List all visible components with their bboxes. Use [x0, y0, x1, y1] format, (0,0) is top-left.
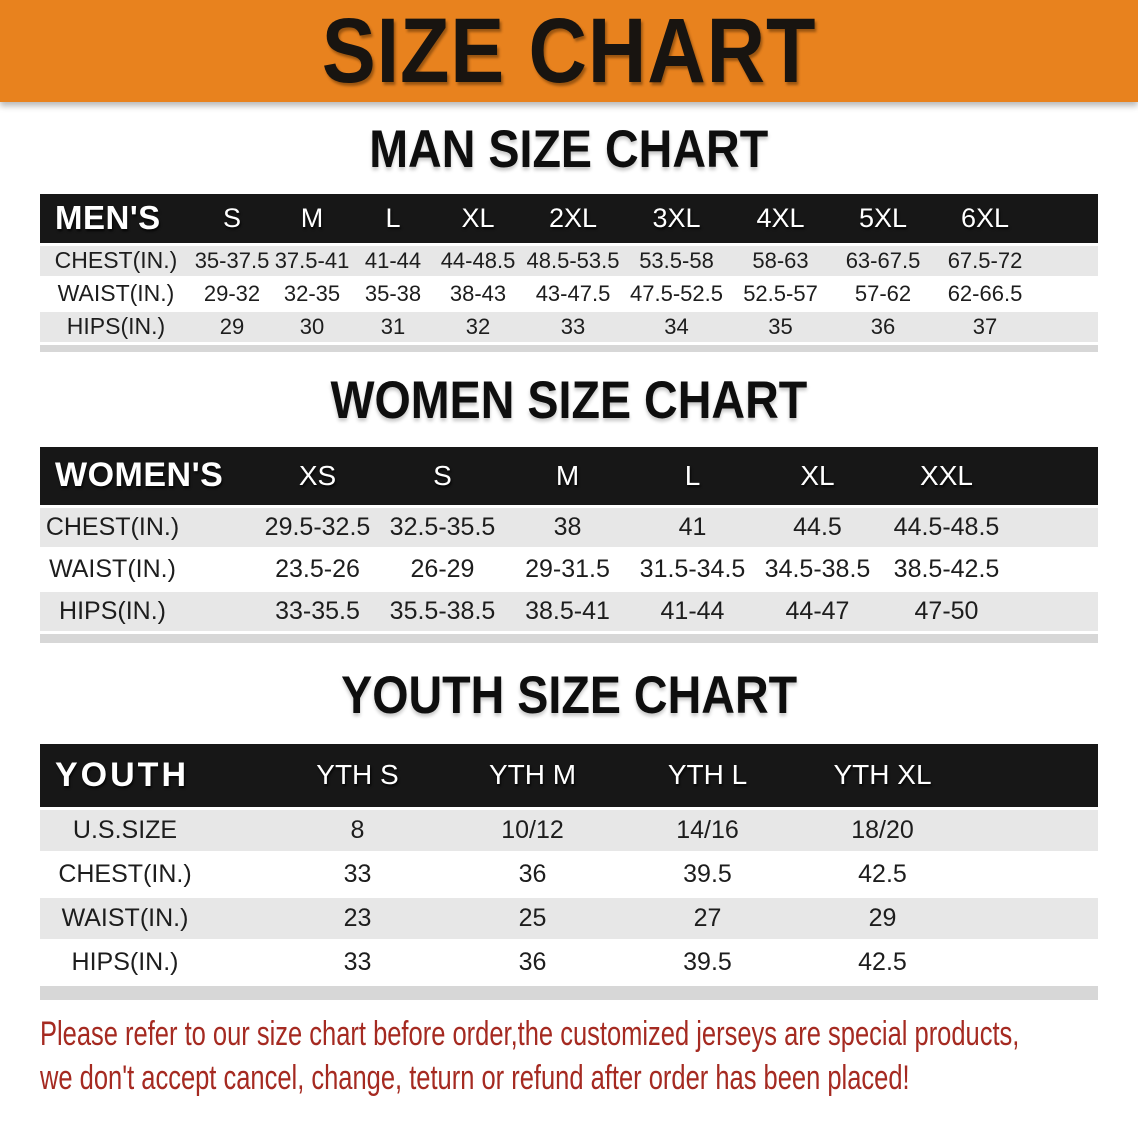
- size-value: 33: [270, 852, 445, 896]
- measurement-row: [40, 310, 1098, 343]
- size-value: 33: [522, 310, 624, 343]
- size-value: 8: [270, 808, 445, 852]
- size-value: 32-35: [272, 277, 352, 310]
- youth-size-table: [40, 744, 1098, 986]
- size-column-header: M: [505, 447, 630, 507]
- youth-section-heading-text: YOUTH SIZE CHART: [340, 666, 798, 725]
- youth-section-heading: [0, 666, 1138, 725]
- row-spacer-cell: [1036, 244, 1098, 277]
- size-header-row: [40, 194, 1098, 244]
- size-value: 38.5-42.5: [880, 549, 1013, 591]
- row-spacer-cell: [1036, 310, 1098, 343]
- size-value: 35: [729, 310, 832, 343]
- measurement-row: [40, 507, 1098, 549]
- row-label: U.S.SIZE: [40, 808, 270, 852]
- size-value: 29-31.5: [505, 549, 630, 591]
- size-column-header: YTH S: [270, 744, 445, 808]
- size-value: 32.5-35.5: [380, 507, 505, 549]
- size-value: 37.5-41: [272, 244, 352, 277]
- size-column-header: L: [630, 447, 755, 507]
- header-spacer-cell: [1013, 447, 1098, 507]
- size-value: 34.5-38.5: [755, 549, 880, 591]
- row-label: HIPS(IN.): [40, 310, 192, 343]
- size-value: 29: [192, 310, 272, 343]
- size-value: 52.5-57: [729, 277, 832, 310]
- size-column-header: 2XL: [522, 194, 624, 244]
- women-size-table: [40, 447, 1098, 635]
- size-value: 43-47.5: [522, 277, 624, 310]
- size-value: 18/20: [795, 808, 970, 852]
- size-value: 35.5-38.5: [380, 591, 505, 633]
- row-spacer-cell: [970, 852, 1098, 896]
- measurement-row: [40, 277, 1098, 310]
- size-column-header: YTH XL: [795, 744, 970, 808]
- size-value: 53.5-58: [624, 244, 729, 277]
- row-spacer-cell: [970, 940, 1098, 984]
- men-section-heading: [0, 120, 1138, 179]
- size-column-header: YTH M: [445, 744, 620, 808]
- size-value: 47.5-52.5: [624, 277, 729, 310]
- size-column-header: 6XL: [934, 194, 1036, 244]
- measurement-row: [40, 549, 1098, 591]
- measurement-row: [40, 852, 1098, 896]
- size-value: 27: [620, 896, 795, 940]
- row-label: HIPS(IN.): [40, 591, 255, 633]
- size-value: 44.5-48.5: [880, 507, 1013, 549]
- size-column-header: XL: [434, 194, 522, 244]
- size-value: 42.5: [795, 940, 970, 984]
- size-value: 41-44: [630, 591, 755, 633]
- size-value: 62-66.5: [934, 277, 1036, 310]
- size-value: 38.5-41: [505, 591, 630, 633]
- size-value: 36: [832, 310, 934, 343]
- header-spacer-cell: [1036, 194, 1098, 244]
- row-label: CHEST(IN.): [40, 244, 192, 277]
- size-value: 10/12: [445, 808, 620, 852]
- size-value: 33-35.5: [255, 591, 380, 633]
- row-spacer-cell: [1013, 591, 1098, 633]
- disclaimer: [40, 1012, 1098, 1100]
- youth-size-table-wrap: [40, 744, 1098, 1000]
- table-group-label: YOUTH: [40, 744, 270, 808]
- size-value: 35-38: [352, 277, 434, 310]
- size-value: 38: [505, 507, 630, 549]
- disclaimer-line-2: we don't accept cancel, change, teturn or refund after order has been placed!: [40, 1058, 910, 1097]
- size-chart-banner: [0, 0, 1138, 102]
- size-value: 36: [445, 852, 620, 896]
- size-value: 58-63: [729, 244, 832, 277]
- header-spacer-cell: [970, 744, 1098, 808]
- size-value: 39.5: [620, 940, 795, 984]
- size-value: 23: [270, 896, 445, 940]
- row-label: WAIST(IN.): [40, 896, 270, 940]
- men-table-bottom-strip: [40, 345, 1098, 352]
- size-column-header: S: [192, 194, 272, 244]
- men-size-table-wrap: [40, 194, 1098, 352]
- size-column-header: L: [352, 194, 434, 244]
- size-value: 31: [352, 310, 434, 343]
- size-column-header: YTH L: [620, 744, 795, 808]
- row-spacer-cell: [970, 808, 1098, 852]
- size-value: 30: [272, 310, 352, 343]
- size-value: 57-62: [832, 277, 934, 310]
- youth-table-bottom-strip: [40, 986, 1098, 1000]
- size-value: 41-44: [352, 244, 434, 277]
- size-value: 32: [434, 310, 522, 343]
- size-value: 67.5-72: [934, 244, 1036, 277]
- size-header-row: [40, 447, 1098, 507]
- row-label: CHEST(IN.): [40, 507, 255, 549]
- size-value: 34: [624, 310, 729, 343]
- size-value: 63-67.5: [832, 244, 934, 277]
- men-section-heading-text: MAN SIZE CHART: [369, 120, 769, 179]
- row-spacer-cell: [1013, 549, 1098, 591]
- size-value: 44-48.5: [434, 244, 522, 277]
- size-value: 41: [630, 507, 755, 549]
- men-size-table: [40, 194, 1098, 345]
- disclaimer-line-1: Please refer to our size chart before order,the customized jerseys are special products,: [40, 1014, 1020, 1053]
- size-column-header: S: [380, 447, 505, 507]
- table-group-label: WOMEN'S: [40, 447, 255, 507]
- size-value: 44-47: [755, 591, 880, 633]
- measurement-row: [40, 591, 1098, 633]
- row-spacer-cell: [1036, 277, 1098, 310]
- size-column-header: XL: [755, 447, 880, 507]
- size-header-row: [40, 744, 1098, 808]
- size-value: 14/16: [620, 808, 795, 852]
- size-value: 39.5: [620, 852, 795, 896]
- women-section-heading: [0, 370, 1138, 430]
- size-value: 25: [445, 896, 620, 940]
- size-value: 31.5-34.5: [630, 549, 755, 591]
- size-value: 26-29: [380, 549, 505, 591]
- size-column-header: 3XL: [624, 194, 729, 244]
- size-column-header: M: [272, 194, 352, 244]
- row-spacer-cell: [970, 896, 1098, 940]
- size-value: 35-37.5: [192, 244, 272, 277]
- size-column-header: XXL: [880, 447, 1013, 507]
- row-label: WAIST(IN.): [40, 277, 192, 310]
- women-size-table-wrap: [40, 447, 1098, 644]
- size-value: 44.5: [755, 507, 880, 549]
- size-value: 38-43: [434, 277, 522, 310]
- size-value: 23.5-26: [255, 549, 380, 591]
- size-value: 36: [445, 940, 620, 984]
- table-group-label: MEN'S: [40, 194, 192, 244]
- women-table-bottom-strip: [40, 634, 1098, 643]
- row-label: CHEST(IN.): [40, 852, 270, 896]
- size-value: 42.5: [795, 852, 970, 896]
- size-value: 29-32: [192, 277, 272, 310]
- size-value: 29.5-32.5: [255, 507, 380, 549]
- size-value: 48.5-53.5: [522, 244, 624, 277]
- size-value: 37: [934, 310, 1036, 343]
- size-column-header: 5XL: [832, 194, 934, 244]
- size-value: 33: [270, 940, 445, 984]
- row-label: WAIST(IN.): [40, 549, 255, 591]
- size-column-header: XS: [255, 447, 380, 507]
- size-column-header: 4XL: [729, 194, 832, 244]
- measurement-row: [40, 808, 1098, 852]
- size-value: 29: [795, 896, 970, 940]
- measurement-row: [40, 940, 1098, 984]
- row-spacer-cell: [1013, 507, 1098, 549]
- measurement-row: [40, 244, 1098, 277]
- banner-title: SIZE CHART: [321, 0, 817, 102]
- size-value: 47-50: [880, 591, 1013, 633]
- women-section-heading-text: WOMEN SIZE CHART: [330, 370, 808, 430]
- measurement-row: [40, 896, 1098, 940]
- row-label: HIPS(IN.): [40, 940, 270, 984]
